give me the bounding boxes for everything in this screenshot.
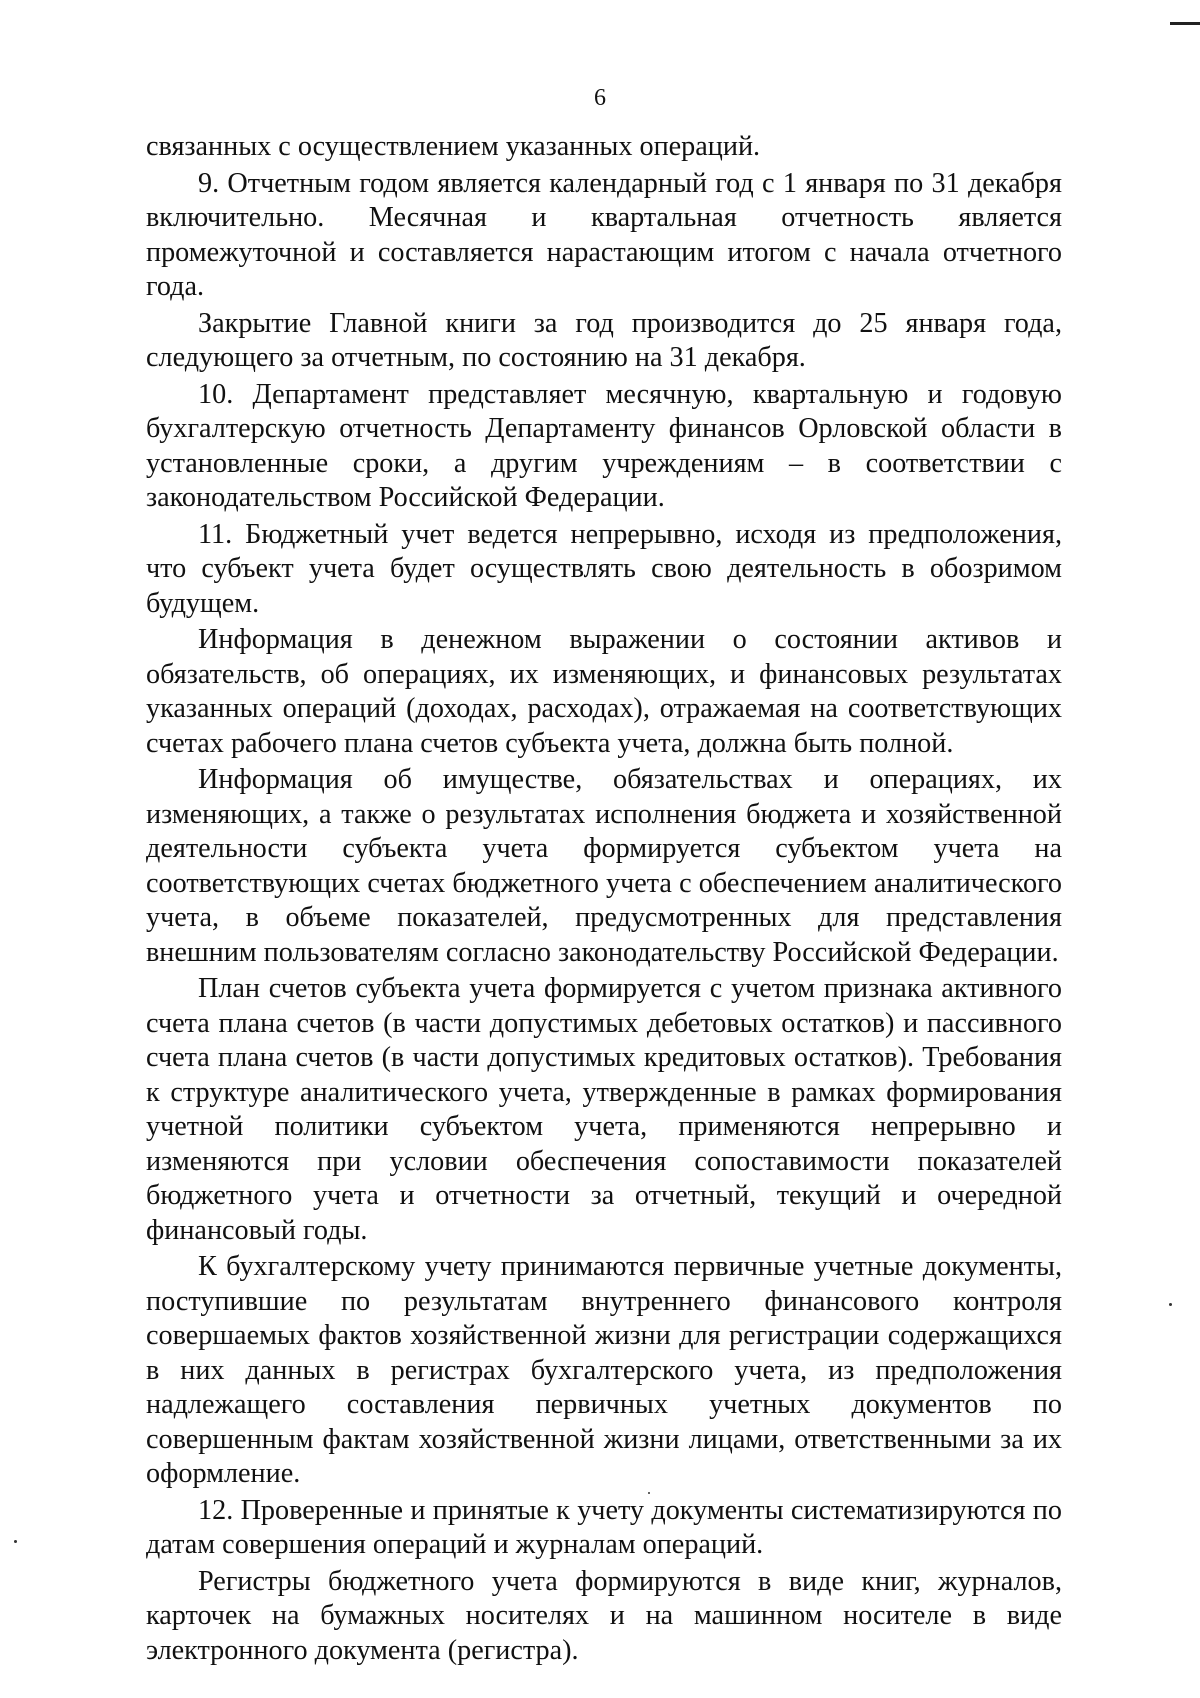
paragraph-item-11: 11. Бюджетный учет ведется непрерывно, исходя из предположения, что субъект учета будет осуществлять свою деятельность в обозримом будущем. [146,518,1062,619]
paragraph-continuation: связанных с осуществлением указанных операций. [146,131,761,162]
paragraph-monetary-info: Информация в денежном выражении о состоянии активов и обязательств, об операциях, их изменяющих, и финансовых результатах указанных операций (доходах, расходах), отражаемая на соответствующих счетах рабочего плана счетов субъекта учета, должна быть полной. [146,624,1062,759]
paragraph-chart-of-accounts: План счетов субъекта учета формируется с учетом признака активного счета плана счетов (в части допустимых дебетовых остатков) и пассивного счета плана счетов (в части допустимых кредитовых остатков). Требования к структуре аналитического учета, утвержденные в рамках формирования учетной политики субъектом учета, применяются непрерывно и изменяются при условии обеспечения сопоставимости показателей бюджетного учета и отчетности за отчетный, текущий и очередной финансовый годы. [146,973,1062,1246]
paragraph-item-9: 9. Отчетным годом является календарный год с 1 января по 31 декабря включительно. Месячная и квартальная отчетность является промежуточной и составляется нарастающим итогом с начала отчетного года. [146,167,1062,302]
paragraph-property-info: Информация об имуществе, обязательствах и операциях, их изменяющих, а также о результатах исполнения бюджета и хозяйственной деятельности субъекта учета формируется субъектом учета на соответствующих счетах бюджетного учета с обеспечением аналитического учета, в объеме показателей, предусмотренных для представления внешним пользователям согласно законодательству Российской Федерации. [146,764,1062,968]
scan-speck [648,1492,650,1494]
paragraph-item-10: 10. Департамент представляет месячную, квартальную и годовую бухгалтерскую отчетность Департаменту финансов Орловской области в установленные сроки, а другим учреждениям – в соответствии с законодательством Российской Федерации. [146,378,1062,513]
scan-speck [14,1540,17,1543]
paragraph-registers: Регистры бюджетного учета формируются в виде книг, журналов, карточек на бумажных носителях и на машинном носителе в виде электронного документа (регистра). [146,1565,1062,1666]
corner-mark [1170,22,1200,25]
page-number: 6 [594,85,606,111]
paragraph-item-12: 12. Проверенные и принятые к учету документы систематизируются по датам совершения операций и журналам операций. [146,1494,1062,1560]
paragraph-primary-documents: К бухгалтерскому учету принимаются первичные учетные документы, поступившие по результатам внутреннего финансового контроля совершаемых фактов хозяйственной жизни для регистрации содержащихся в них данных в регистрах бухгалтерского учета, из предположения надлежащего составления первичных учетных документов по совершенным фактам хозяйственной жизни лицами, ответственными за их оформление. [146,1251,1062,1489]
scan-speck [1169,1303,1172,1306]
paragraph-ledger-closing: Закрытие Главной книги за год производится до 25 января года, следующего за отчетным, по состоянию на 31 декабря. [146,307,1062,373]
document-body [146,130,1062,1670]
